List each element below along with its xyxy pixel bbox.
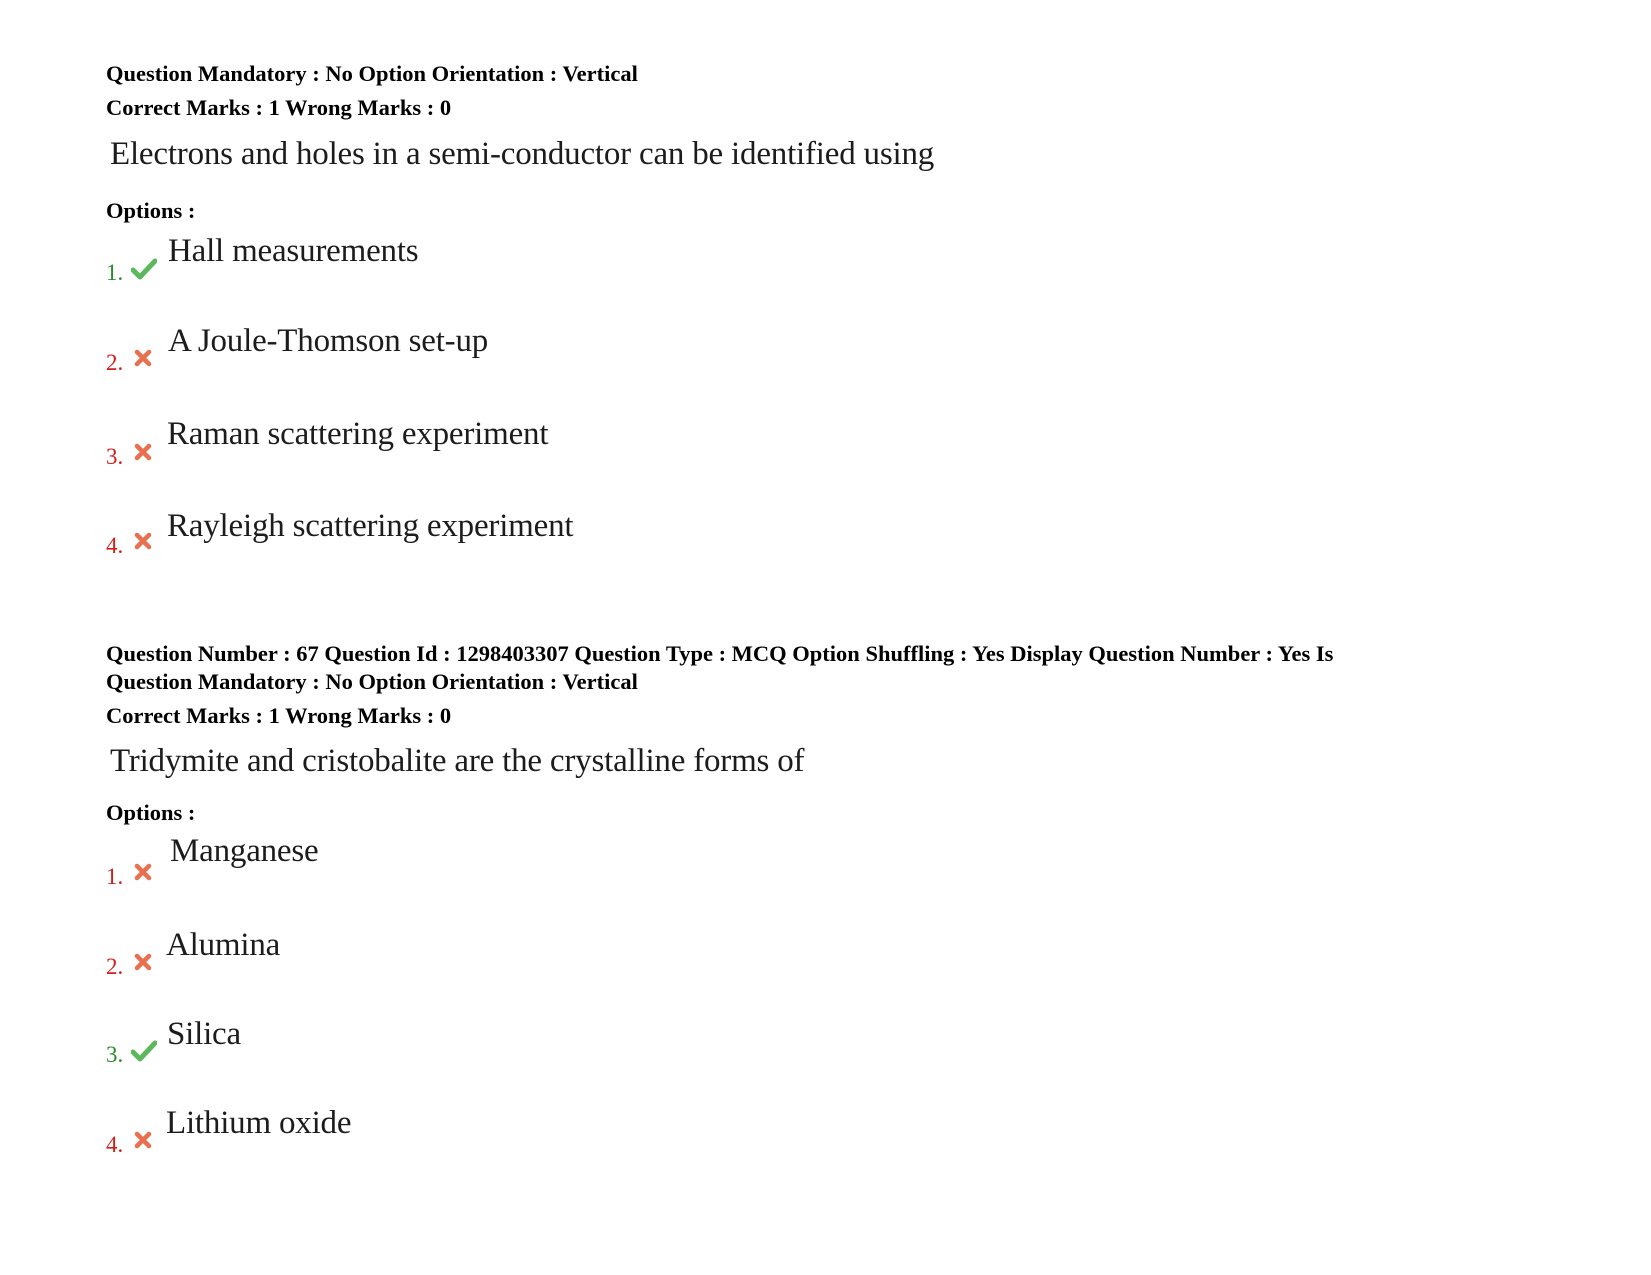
q67-option-2-text: Alumina <box>166 927 281 963</box>
q67-meta-line1: Question Number : 67 Question Id : 1298403307 Question Type : MCQ Option Shuffling : Yes Display Question Number : Yes Is <box>106 641 1334 666</box>
q66-option-1-number: 1. <box>106 260 124 285</box>
q67-option-4-number: 4. <box>106 1132 124 1157</box>
q66-option-1-text: Hall measurements <box>168 233 419 269</box>
q67-option-3-number: 3. <box>106 1042 124 1067</box>
check-icon <box>131 258 157 280</box>
q66-option-4-number: 4. <box>106 533 124 558</box>
q67-options-label: Options : <box>106 800 196 825</box>
q66-option-3-number: 3. <box>106 444 124 469</box>
cross-icon <box>133 443 159 465</box>
q66-option-4-text: Rayleigh scattering experiment <box>167 508 574 544</box>
q66-option-2-number: 2. <box>106 350 124 375</box>
cross-icon <box>133 532 159 554</box>
cross-icon <box>133 863 159 885</box>
q67-option-2-number: 2. <box>106 954 124 979</box>
check-icon <box>131 1040 157 1062</box>
cross-icon <box>133 1131 159 1153</box>
q67-option-1-text: Manganese <box>170 833 319 869</box>
cross-icon <box>133 953 159 975</box>
q67-question-text: Tridymite and cristobalite are the crystalline forms of <box>110 743 805 779</box>
q67-option-1-number: 1. <box>106 864 124 889</box>
cross-icon <box>133 349 159 371</box>
q66-option-2-text: A Joule-Thomson set-up <box>168 323 489 359</box>
q67-option-4-text: Lithium oxide <box>166 1105 352 1141</box>
q66-meta-line2: Correct Marks : 1 Wrong Marks : 0 <box>106 95 452 120</box>
q66-option-3-text: Raman scattering experiment <box>167 416 549 452</box>
q67-meta-line2: Question Mandatory : No Option Orientation : Vertical <box>106 669 638 694</box>
q67-meta-line3: Correct Marks : 1 Wrong Marks : 0 <box>106 703 452 728</box>
q67-option-3-text: Silica <box>167 1016 241 1052</box>
q66-options-label: Options : <box>106 198 196 223</box>
q66-question-text: Electrons and holes in a semi-conductor can be identified using <box>110 136 935 172</box>
q66-meta-line1: Question Mandatory : No Option Orientation : Vertical <box>106 61 638 86</box>
